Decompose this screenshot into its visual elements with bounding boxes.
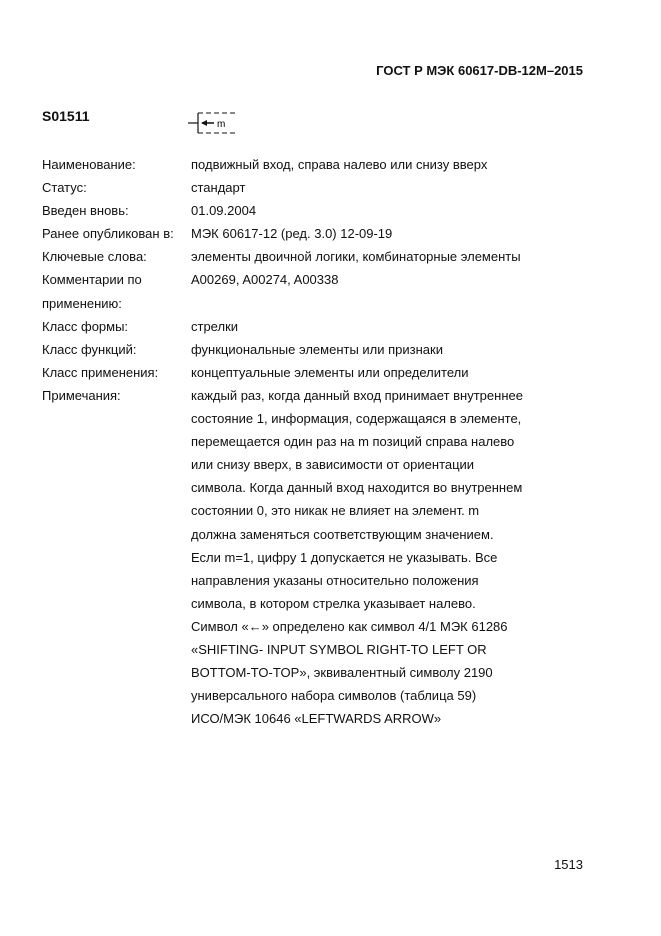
value-line: Символ «←» определено как символ 4/1 МЭК 61286 (191, 618, 508, 634)
attribute-label: Наименование: (42, 157, 136, 172)
value-line: 01.09.2004 (191, 203, 257, 219)
attribute-row (42, 361, 602, 384)
attribute-value (191, 153, 602, 176)
attribute-label: Комментарии по применению: (42, 272, 142, 311)
attribute-label: Класс формы: (42, 318, 129, 334)
attribute-value (191, 199, 602, 222)
symbol-label: m (217, 119, 226, 130)
value-line: стандарт (191, 180, 246, 196)
attribute-label: Статус: (42, 180, 87, 196)
attribute-row (42, 153, 602, 176)
attribute-row (42, 268, 602, 314)
attribute-value (191, 315, 602, 338)
value-line: универсального набора символов (таблица 59) (191, 688, 477, 704)
value-line: состояние 1, информация, содержащаяся в элементе, (191, 411, 522, 427)
value-line: стрелки (191, 318, 239, 334)
attribute-row (42, 199, 602, 222)
document-header: ГОСТ Р МЭК 60617-DB-12M–2015 (376, 63, 583, 78)
attribute-label: Ранее опубликован в: (42, 226, 174, 242)
value-line: A00269, A00274, A00338 (191, 272, 339, 288)
attribute-row (42, 315, 602, 338)
value-line: ИСО/МЭК 10646 «LEFTWARDS ARROW» (191, 711, 442, 727)
attribute-label: Класс функций: (42, 341, 137, 357)
value-line: или снизу вверх, в зависимости от ориентации (191, 457, 475, 473)
attribute-value (191, 176, 602, 199)
attribute-value (191, 245, 602, 268)
value-line: подвижный вход, справа налево или снизу вверх (191, 157, 488, 172)
attribute-value (191, 361, 602, 384)
page-number: 1513 (554, 857, 583, 872)
value-line: состоянии 0, это никак не влияет на элемент. m (191, 503, 480, 519)
value-line: элементы двоичной логики, комбинаторные элементы (191, 249, 521, 265)
value-line (191, 292, 602, 315)
attribute-label: Ключевые слова: (42, 249, 147, 265)
value-line: каждый раз, когда данный вход принимает внутреннее (191, 387, 523, 403)
shifting-input-symbol-icon (188, 112, 248, 134)
value-line: должна заменяться соответствующим значением. (191, 526, 494, 542)
attribute-row (42, 176, 602, 199)
value-line: перемещается один раз на m позиций справа налево (191, 434, 515, 450)
value-line: МЭК 60617-12 (ред. 3.0) 12-09-19 (191, 226, 393, 242)
attribute-value (191, 222, 602, 245)
attribute-value (191, 384, 602, 730)
value-line: функциональные элементы или признаки (191, 341, 443, 357)
attribute-row (42, 245, 602, 268)
attribute-label: Примечания: (42, 387, 121, 403)
attribute-label: Введен вновь: (42, 203, 129, 219)
value-line: «SHIFTING- INPUT SYMBOL RIGHT-TO LEFT OR (191, 641, 487, 657)
attribute-row (42, 222, 602, 245)
attribute-value (191, 338, 602, 361)
attribute-row (42, 384, 602, 730)
value-line: символа. Когда данный вход находится во внутреннем (191, 480, 523, 496)
value-line: концептуальные элементы или определители (191, 364, 469, 380)
symbol-code: S01511 (42, 108, 90, 124)
value-line: Если m=1, цифру 1 допускается не указывать. Все (191, 549, 498, 565)
attribute-value (191, 268, 602, 314)
attribute-row (42, 338, 602, 361)
value-line: направления указаны относительно положения (191, 572, 479, 588)
value-line: символа, в котором стрелка указывает налево. (191, 595, 476, 611)
attribute-table (42, 153, 602, 730)
attribute-label: Класс применения: (42, 364, 159, 380)
value-line: BOTTOM-TO-TOP», эквивалентный символу 2190 (191, 665, 493, 681)
